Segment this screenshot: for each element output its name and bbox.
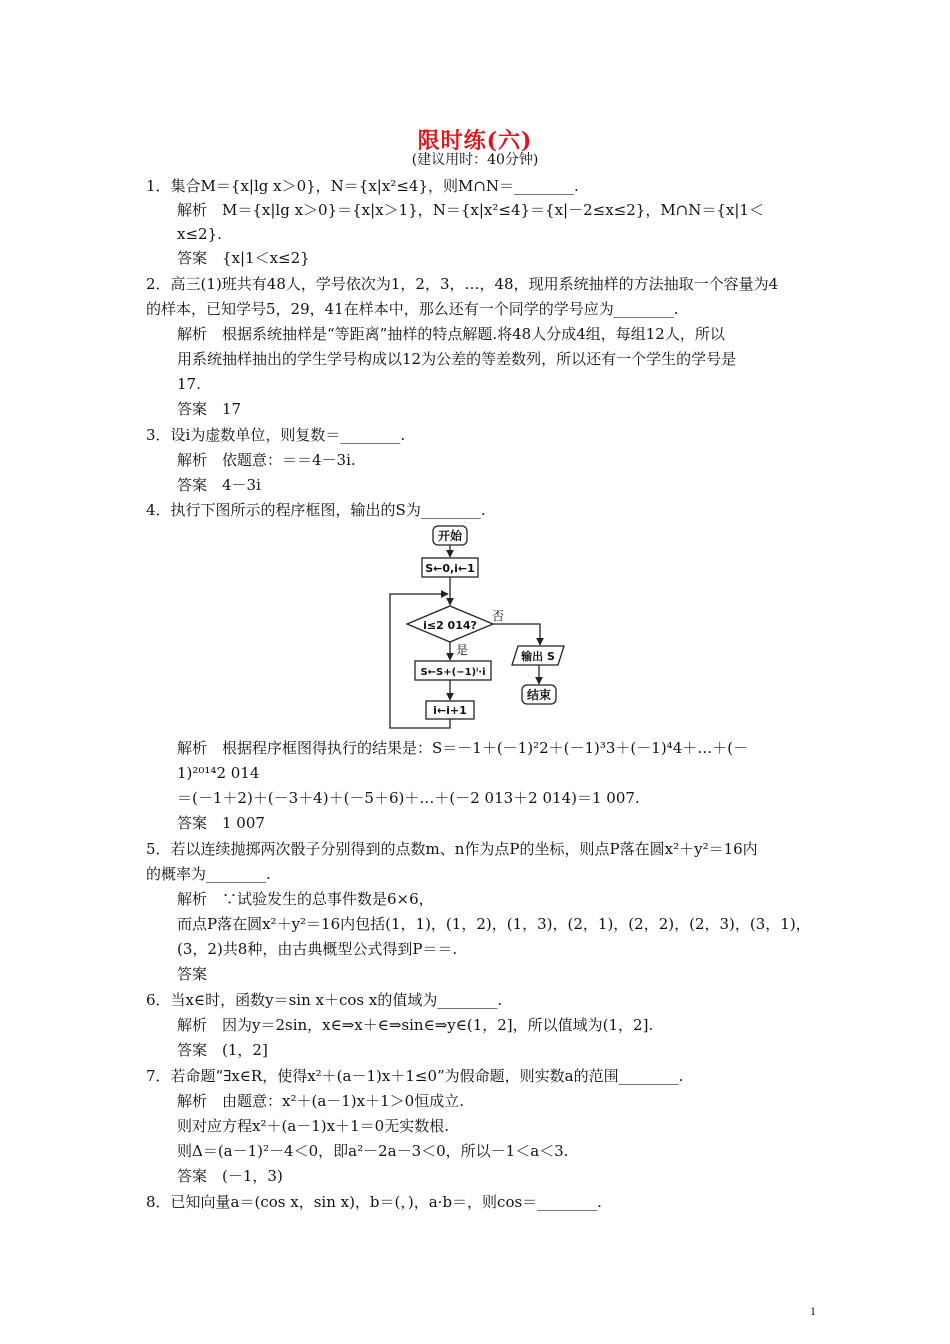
solution-line: ＝(－1＋2)＋(－3＋4)＋(－5＋6)＋…＋(－2 013＋2 014)＝1 007. (177, 789, 640, 807)
question-line: 2．高三(1)班共有48人，学号依次为1，2，3，…，48，现用系统抽样的方法抽取一个容量为4 (146, 275, 779, 293)
solution-line: 解析 ∵试验发生的总事件数是6×6， (177, 890, 434, 908)
question-line: 的概率为________. (146, 865, 271, 883)
flow-no-label: 否 (491, 609, 505, 623)
flow-output-text: 输出 S (521, 650, 555, 663)
solution-line: 解析 根据程序框图得执行的结果是：S＝－1＋(－1)²2＋(－1)³3＋(－1)⁴4＋…＋(－ (177, 739, 749, 757)
solution-line: 答案 4－3i (177, 476, 261, 494)
solution-line: x≤2}. (177, 225, 222, 243)
solution-line: 则对应方程x²＋(a－1)x＋1＝0无实数根. (177, 1117, 449, 1135)
question-line: 5．若以连续抛掷两次骰子分别得到的点数m、n作为点P的坐标，则点P落在圆x²＋y²＝16内 (146, 840, 758, 858)
question-line: 的样本，已知学号5，29，41在样本中，那么还有一个同学的学号应为________. (146, 300, 679, 318)
flow-update-s-text: S←S+(−1)ⁱ·i (420, 667, 486, 678)
flow-init-text: S←0,i←1 (425, 562, 475, 575)
page-number: 1 (810, 1304, 816, 1318)
solution-line: 而点P落在圆x²＋y²＝16内包括(1，1)，(1，2)，(1，3)，(2，1)，(2，2)，(2，3)，(3，1)， (177, 915, 811, 933)
solution-line: 答案 1 007 (177, 814, 265, 832)
solution-line: 答案 (－1，3) (177, 1167, 283, 1185)
question-line: 1．集合M＝{x|lg x＞0}，N＝{x|x²≤4}，则M∩N＝________. (146, 177, 579, 195)
solution-line: 用系统抽样抽出的学生学号构成以12为公差的等差数列，所以还有一个学生的学号是 (177, 350, 737, 368)
solution-line: 答案 (177, 965, 208, 983)
solution-line: 解析 因为y＝2sin，x∈⇒x＋∈⇒sin∈⇒y∈(1，2]，所以值域为(1，2]. (177, 1016, 654, 1034)
flow-start-text: 开始 (437, 529, 463, 543)
question-line: 3．设i为虚数单位，则复数＝________. (146, 426, 406, 444)
solution-line: 解析 根据系统抽样是“等距离”抽样的特点解题.将48人分成4组，每组12人，所以 (177, 325, 725, 343)
solution-line: 解析 由题意：x²＋(a－1)x＋1＞0恒成立. (177, 1092, 464, 1110)
question-line: 8．已知向量a＝(cos x，sin x)，b＝(，)，a·b＝，则cos＝________. (146, 1193, 602, 1211)
page-subtitle: (建议用时：40分钟) (411, 152, 539, 168)
solution-line: 解析 M＝{x|lg x＞0}＝{x|x＞1}，N＝{x|x²≤4}＝{x|－2≤x≤2}，M∩N＝{x|1＜ (177, 201, 764, 219)
flow-yes-label: 是 (455, 643, 469, 657)
flow-condition-text: i≤2 014? (423, 619, 477, 632)
solution-line: 解析 依题意：＝＝4－3i. (177, 451, 356, 469)
solution-line: 1)²⁰¹⁴2 014 (177, 764, 260, 782)
question-line: 4．执行下图所示的程序框图，输出的S为________. (146, 501, 486, 519)
solution-line: 则Δ＝(a－1)²－4＜0，即a²－2a－3＜0，所以－1＜a＜3. (177, 1142, 569, 1160)
solution-line: 17. (177, 375, 201, 393)
question-line: 7．若命题“∃x∈R，使得x²＋(a－1)x＋1≤0”为假命题，则实数a的范围________. (146, 1067, 684, 1085)
flow-update-i-text: i←i+1 (433, 704, 467, 717)
solution-line: 答案 (1，2] (177, 1041, 268, 1059)
solution-line: (3，2)共8种，由古典概型公式得到P＝＝. (177, 940, 458, 958)
solution-line: 答案 17 (177, 400, 242, 418)
flow-end-text: 结束 (526, 688, 552, 702)
page-title: 限时练(六) (417, 128, 533, 154)
solution-line: 答案 {x|1＜x≤2} (177, 249, 310, 267)
question-line: 6．当x∈时，函数y＝sin x＋cos x的值域为________. (146, 991, 503, 1009)
